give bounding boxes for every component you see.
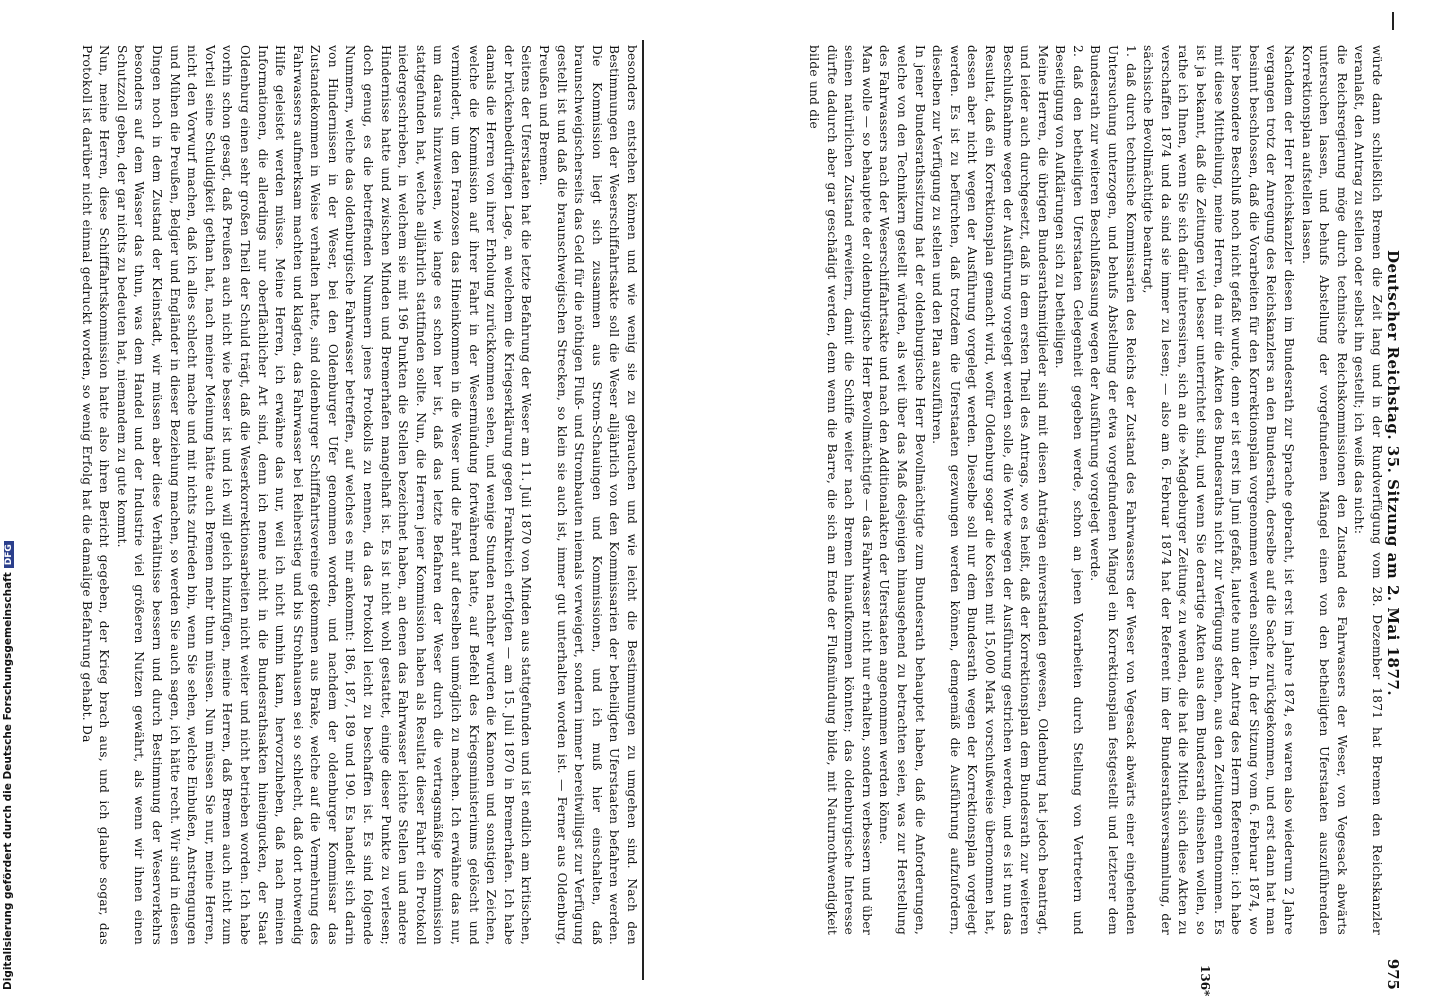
paragraph: 2. daß den betheiligten Uferstaaten Gelegenheit gegeben werde, schon an jenen Vorarbeiten durch Stellung von Vertretern und Beseitigung von Aufklärungen sich zu betheiligen.: [1053, 45, 1085, 935]
paragraph: Nun, meine Herren, diese Schifffahrtskommission hatte also ihren Bericht gegeben, der Krieg brach aus, und ich glaube sogar, das Protokoll ist darüber nicht einmal gedruckt worden, so wenig Erfolg hat die damalige Befahrung gehabt. Da: [79, 45, 112, 945]
digitization-footer: [2, 541, 14, 990]
left-column: [40, 45, 640, 945]
dfg-logo: DFG: [4, 541, 14, 568]
paragraph: Nachdem der Herr Reichskanzler diesen im Bundesrath zur Sprache gebracht, ist erst im Jahre 1874, es waren also wiederum 2 Jahre vergangen trotz der Anregung des Reichskanzlers an den Bundesrath, derselbe auf die Sache zurückgekommen, und erst dann hat man besinnt beschlossen, daß die Vorarbeiten für den Korrektionsplan vorgenommen werden sollten. In der Sitzung vom 6. Februar 1874, wo hier besondere Beschluß noch nicht gefaßt wurde, denn er ist erst im Juni gefaßt, lautete nun der Antrag des Herrn Referenten: ich habe mit diese Mittheilung, meine Herren, da mir die Akten des Bundesraths nicht zur Verfügung stehen, aus den Zeitungen entnommen. Es ist ja bekannt, daß die Zeitungen viel besser unterrichtet sind, und wenn Sie derartige Akten aus dem Bundesrath einsehen wollen, so rathe ich Ihnen, wenn Sie sich dafür interessiren, sich an die »Magdeburger Zeitung« zu wenden, die hat die Mittel, sich diese Akten zu verschaffen 1874 und da sind sie immer zu lesen; — also am 6. Februar 1874 hat der Referent im der Bundesrathsversammlung, der sächsische Bevollmächtigte beantragt,: [1141, 45, 1297, 935]
page-number: 975: [1384, 958, 1402, 990]
paragraph: Seitens der Uferstaaten hat die letzte Befahrung der Weser am 11. Juli 1870 von Minden aus stattgefunden und ist endlich am kritischen, der brückenbedürftigen Lage, an welchem die Kriegserklärung gegen Frankreich erfolgten — am 15. Juli 1870 in Bremerhafen. Ich habe damals die Herren von ihrer Erholung zurückkommen sehen, und wenige Stunden nachher wurden die Kanonen und sonstigen Zeichen, welche die Kommission auf ihrer Fahrt in der Wesermündung fortwährend hatte, auf Befehl des Kriegsministeriums gelöscht und vermindert, um den Franzosen das Hineinkommen in die Weser und die Fahrt auf derselben unmöglich zu machen. Ich erwähne das nur, um daraus hinzuweisen, wie lange es schon her ist, daß das letzte Befahren der Weser durch die vertragsmäßige Kommission stattgefunden hat, welche alljährlich stattfinden sollte. Nun, die Herren jener Kommission haben als Resultat dieser Fahrt ein Protokoll niedergeschrieben, in welchem sie mit 196 Punkten die Stellen bezeichnet haben, an denen das Fahrwasser leichte Stellen und andere Hindernisse hatte und zwischen Minden und Bremerhafen mangelhaft ist. Es ist nicht wohl gestattet, einige dieser Punkte zu verlesen; doch genug, es die betreffenden Nummern jenes Protokolls zu nennen, da das Protokoll leicht zu beschaffen ist. Es sind folgende Nummern, welche das oldenburgische Fahrwasser betreffen, auf welches es mir ankommt: 186, 187, 189 und 190. Es handelt sich darin von Hindernissen in der Weser, bei den Oldenburger Ufer genommen worden, und nachdem der oldenburger Kommissar das Zustandekommen in Weise verhalten hatte, sind oldenburger Schifffahrtsvereine gekommen aus Brake, welche auf die Vermehrung des Fahrwassers aufmerksam machten und klagten, das Fahrwasser bei Reiherstieg und bis Strohhausen sei so schlecht, daß dort notwendig Hilfe geleistet werden müsse. Meine Herren, ich erwähne das nur, weil ich nicht umhin kann, hervorzuheben, daß nach meinen Informationen, die allerdings nur oberflächlicher Art sind, denn ich nenne nicht in die Bundesrathsakten hineingucken, der Staat Oldenburg einen sehr großen Theil der Schuld trägt, daß die Weserkorrektionsarbeiten nicht weiter und nicht betrieben worden. Ich habe vorhin schon gesagt, daß Preußen auch nicht wie besser ist und ich will gleich hinzufügen, meine Herren, daß Bremen auch nicht zum Vorteil seine Schuldigkeit gethan hat, nach meiner Meinung hätte auch Bremen mehr thun müssen. Nun müssen Sie nur, meine Herren, nicht den Vorwurf machen, daß ich alles schlecht mache und mit nichts zufrieden bin, wenn Sie sehen, welche Einbußen, Anstrengungen und Mühen die Preußen, Belgier und Engländer in dieser Beziehung machen, so werden Sie auch sagen, ich hätte recht. Wir sind in diesen Dingen noch in dem Zustand der Kleinstadt, wir müssen aber diese Verhältnisse bessern und durch Bestimmung der Weserverkehrs besonders auf dem Wasser das thun, was dem Handel und der Industrie viel größeren Nutzen gewährt, als wenn wir ihnen einen Schutzzoll geben, der gar nichts zu bedeuten hat, niemandem zu gute kommt.: [114, 45, 534, 945]
signature-mark: 136*: [1198, 965, 1212, 997]
paragraph: In jener Bundesrathssitzung hat der oldenburgische Herr Bevollmächtigte zum Bundesrath behauptet haben, daß die Anforderungen, welche von den Technikern gestellt würden, als weit über das Maß desjenigen hinausgehend zu betrachten seien, was zur Herstellung des Fahrwassers nach der Weserschiffahrtsakte und nach den Additionalakten der Uferstaaten angenommen werden könne.: [877, 45, 927, 935]
paragraph: würde dann schließlich Bremen die Zeit lang und in der Rundverfügung vom 28. Dezember 1871 hat Bremen den Reichskanzler veranlaßt, den Antrag zu stellen oder selbst ihn gestellt; ich weiß das nicht:: [1352, 45, 1384, 935]
paragraph: besonders entstehen können und wie wenig sie zu gebrauchen und wie leicht die Bestimmungen zu umgehen sind. Nach den Bestimmungen der Weserschiffahrtsakte soll die Weser alljährlich von den Kommissarien der betheiligten Uferstaaten befahren werden. Die Kommission liegt sich zusammen aus Strom-Schauingen und Kommissionen, und ich muß hier einschalten, daß braunschweigischerseits das Geld für die nöthigen Fluß- und Strombauten niemals verweigert, sondern immer bereitwilligst zur Verfügung gestellt ist und daß die braunschweigischen Strecken, so klein sie auch ist, immer gut unterhalten worden ist. — Ferner aus Oldenburg, Preußen und Bremen.: [537, 45, 639, 945]
column-divider: [642, 40, 644, 980]
page-title: Deutscher Reichstag. 35. Sitzung am 2. Mai 1877.: [1384, 250, 1402, 697]
right-column: [765, 45, 1385, 935]
paragraph: 1. daß durch technische Kommissarien des Reichs der Zustand des Fahrwassers der Weser von Vegesack abwärts einer eingehenden Untersuchung unterzogen, und behufs Abstellung der etwa vorgefundenen Mängel ein Korrektionsplan festgestellt und letzterer dem Bundesrath zur weiteren Beschlußfassung wegen der Ausführung vorgelegt werde.: [1088, 45, 1138, 935]
paragraph: Man wolle — so behauptete der oldenburgische Herr Bevollmächtigte — das Fahrwasser nicht nur erhalten, sondern verbessern und über seinen natürlichen Zustand erweitern, damit die Schiffe weiter nach Bremen hinaufkommen könnten; das oldenburgische Interesse dürfte dadurch aber gar geschädigt werden, denn wenn die Barre, die sich am Ende der Flußmündung bilde, mit Naturnothwendigkeit bilde und die: [807, 45, 874, 935]
paragraph: Meine Herren, die übrigen Bundesrathsmitglieder sind mit diesen Anträgen einverstanden gewesen, Oldenburg hat jedoch beantragt, und leider auch durchgesetzt, daß in dem ersten Theil des Antrags, wo es heißt, daß der Korrektionsplan dem Bundesrath zur weiteren Beschlußnahme wegen der Ausführung vorgelegt werden solle, die Worte wegen der Ausführung gestrichen werden, und es ist nun das Resultat, daß ein Korrektionsplan gemacht wird, wofür Oldenburg sogar die Kosten mit 15,000 Mark vorschußweise übernommen hat, dessen aber nicht wegen der Ausführung vorgelegt werden. Dieselbe soll nur dem Bundesrath wegen der Korrektionsplan vorgelegt werden. Es ist zu befürchten, daß trotzdem die Uferstaaten gezwungen werden können, demgemäß die Ausführung aufzufordern, dieselben zur Verfügung zu stellen und den Plan auszuführen.: [930, 45, 1050, 935]
paragraph: die Reichsregierung möge durch technische Reichskommissionen den Zustand des Fahrwassers der Weser, von Vegesack abwärts untersuchen lassen, und behufs Abstellung der vorgefundenen Mängel einen von den betheiligten Uferstaaten auszuführenden Korrektionsplan aufstellen lassen.: [1299, 45, 1349, 935]
footer-text: Digitalisierung gefördert durch die Deutsche Forschungsgemeinschaft: [2, 572, 14, 990]
corner-mark: [1392, 12, 1394, 30]
